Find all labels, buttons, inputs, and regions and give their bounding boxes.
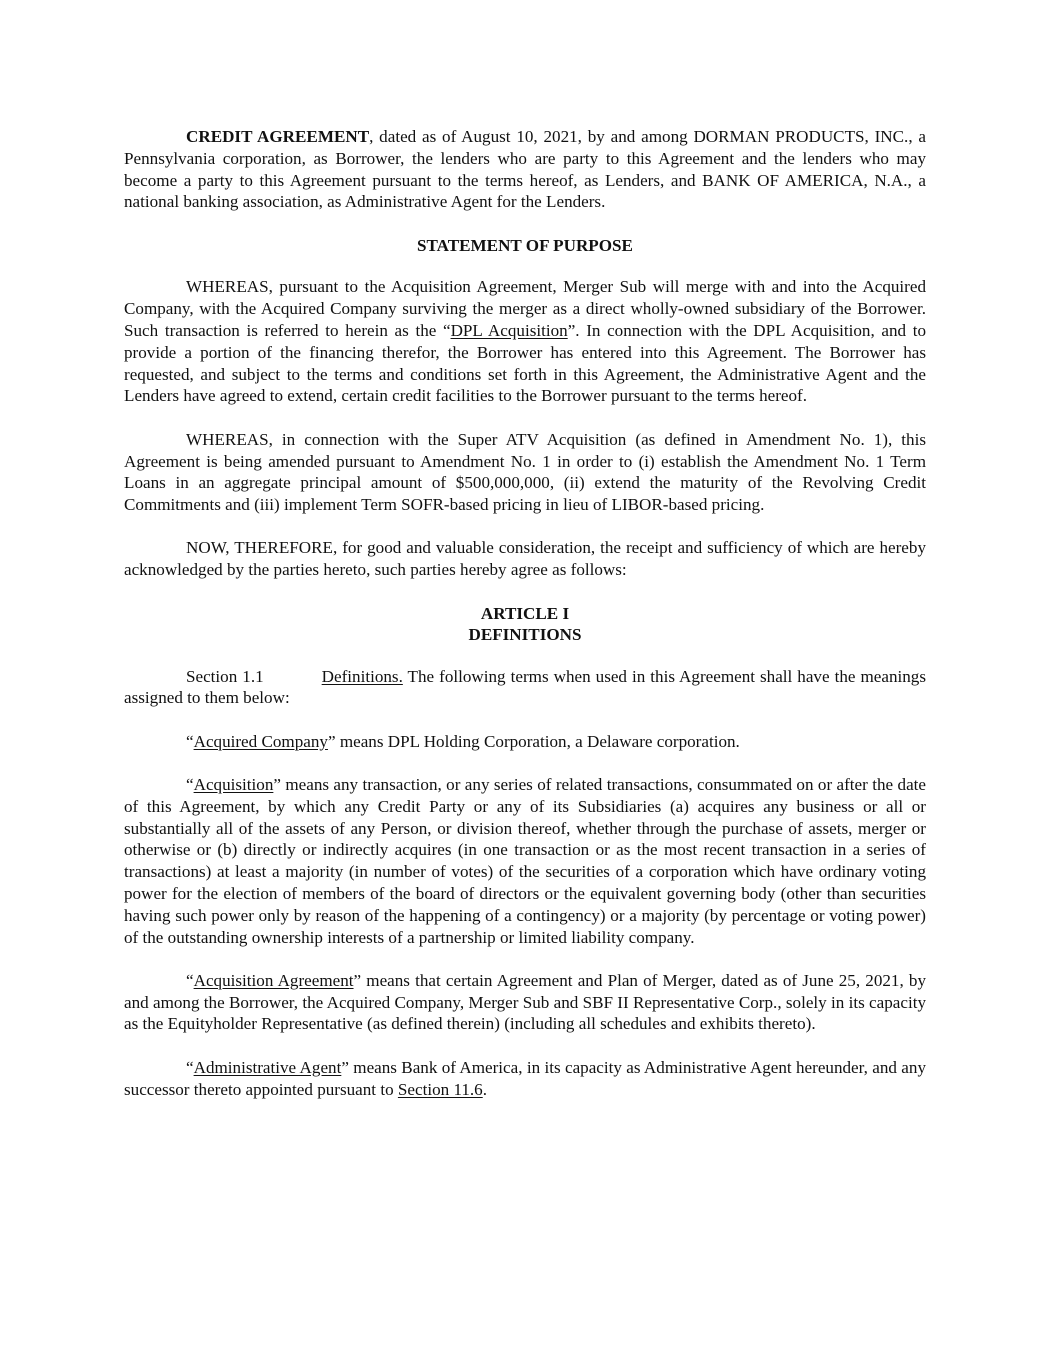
defined-term-dpl-acquisition: DPL Acquisition [450,321,568,341]
section-text: The following terms when used in this Agreement shall have the meanings assigned to them below: [124,666,926,708]
purpose-paragraph-3: NOW, THEREFORE, for good and valuable consideration, the receipt and sufficiency of which are hereby acknowledged by the parties hereto, such parties hereby agree as follows: [124,538,926,580]
defined-term: Acquisition Agreement [193,970,354,990]
purpose-paragraph-2: WHEREAS, in connection with the Super ATV Acquisition (as defined in Amendment No. 1), this Agreement is being amended pursuant to Amendment No. 1 in order to (i) establish the Amendment No. 1 Term Loans in an aggregate principal amount of $500,000,000, (ii) extend the maturity of the Revolving Credit Commitments and (iii) implement Term SOFR-based pricing in lieu of LIBOR-based pricing. [124,429,926,515]
definition-acquisition-agreement: “Acquisition Agreement” means that certain Agreement and Plan of Merger, dated as of June 25, 2021, by and among the Borrower, the Acquired Company, Merger Sub and SBF II Representative Corp., solely in its capacity as the Equityholder Representative (as defined therein) (including all schedules and exhibits thereto). [124,970,926,1034]
intro-paragraph [124,126,926,213]
section-reference-link: Section 11.6 [397,1079,483,1099]
section-1-1-paragraph [124,666,926,710]
defined-term: Acquisition [193,774,274,794]
section-title: Definitions. [321,666,403,686]
definition-administrative-agent: “Administrative Agent” means Bank of America, in its capacity as Administrative Agent hereunder, and any successor thereto appointed pursuant to Section 11.6. [124,1057,926,1099]
article-title: DEFINITIONS [468,624,582,644]
statement-of-purpose-heading: STATEMENT OF PURPOSE [417,235,633,255]
defined-term: Acquired Company [193,731,328,751]
document-page [124,126,926,1122]
purpose-paragraph-1: WHEREAS, pursuant to the Acquisition Agreement, Merger Sub will merge with and into the Acquired Company, with the Acquired Company surviving the merger as a direct wholly-owned subsidiary of the Borrower. Such transaction is referred to herein as the “DPL Acquisition”. In connection with the DPL Acquisition, and to provide a portion of the financing therefor, the Borrower has entered into this Agreement. The Borrower has requested, and subject to the terms and conditions set forth in this Agreement, the Administrative Agent and the Lenders have agreed to extend, certain credit facilities to the Borrower pursuant to the terms hereof. [124,277,926,406]
section-number: Section 1.1 [186,666,264,686]
article-number: ARTICLE I [480,603,570,623]
agreement-title: CREDIT AGREEMENT [186,127,370,146]
article-heading [124,603,926,645]
intro-text: , dated as of August 10, 2021, by and among DORMAN PRODUCTS, INC., a Pennsylvania corporation, as Borrower, the lenders who are party to this Agreement and the lenders who may become a party to this Agreement pursuant to the terms hereof, as Lenders, and BANK OF AMERICA, N.A., a national banking association, as Administrative Agent for the Lenders. [124,127,926,212]
definition-acquisition: “Acquisition” means any transaction, or any series of related transactions, consummated on or after the date of this Agreement, by which any Credit Party or any of its Subsidiaries (a) acquires any business or all or substantially all of the assets of any Person, or division thereof, whether through the purchase of assets, merger or otherwise or (b) directly or indirectly acquires (in one transaction or as the most recent transaction in a series of transactions) at least a majority (in number of votes) of the securities of a corporation which have ordinary voting power for the election of members of the board of directors or the equivalent governing body (other than securities having such power only by reason of the happening of a contingency) or a majority (by percentage or voting power) of the outstanding ownership interests of a partnership or limited liability company. [124,774,926,947]
defined-term: Administrative Agent [193,1057,342,1077]
definition-acquired-company: “Acquired Company” means DPL Holding Corporation, a Delaware corporation. [186,731,740,751]
